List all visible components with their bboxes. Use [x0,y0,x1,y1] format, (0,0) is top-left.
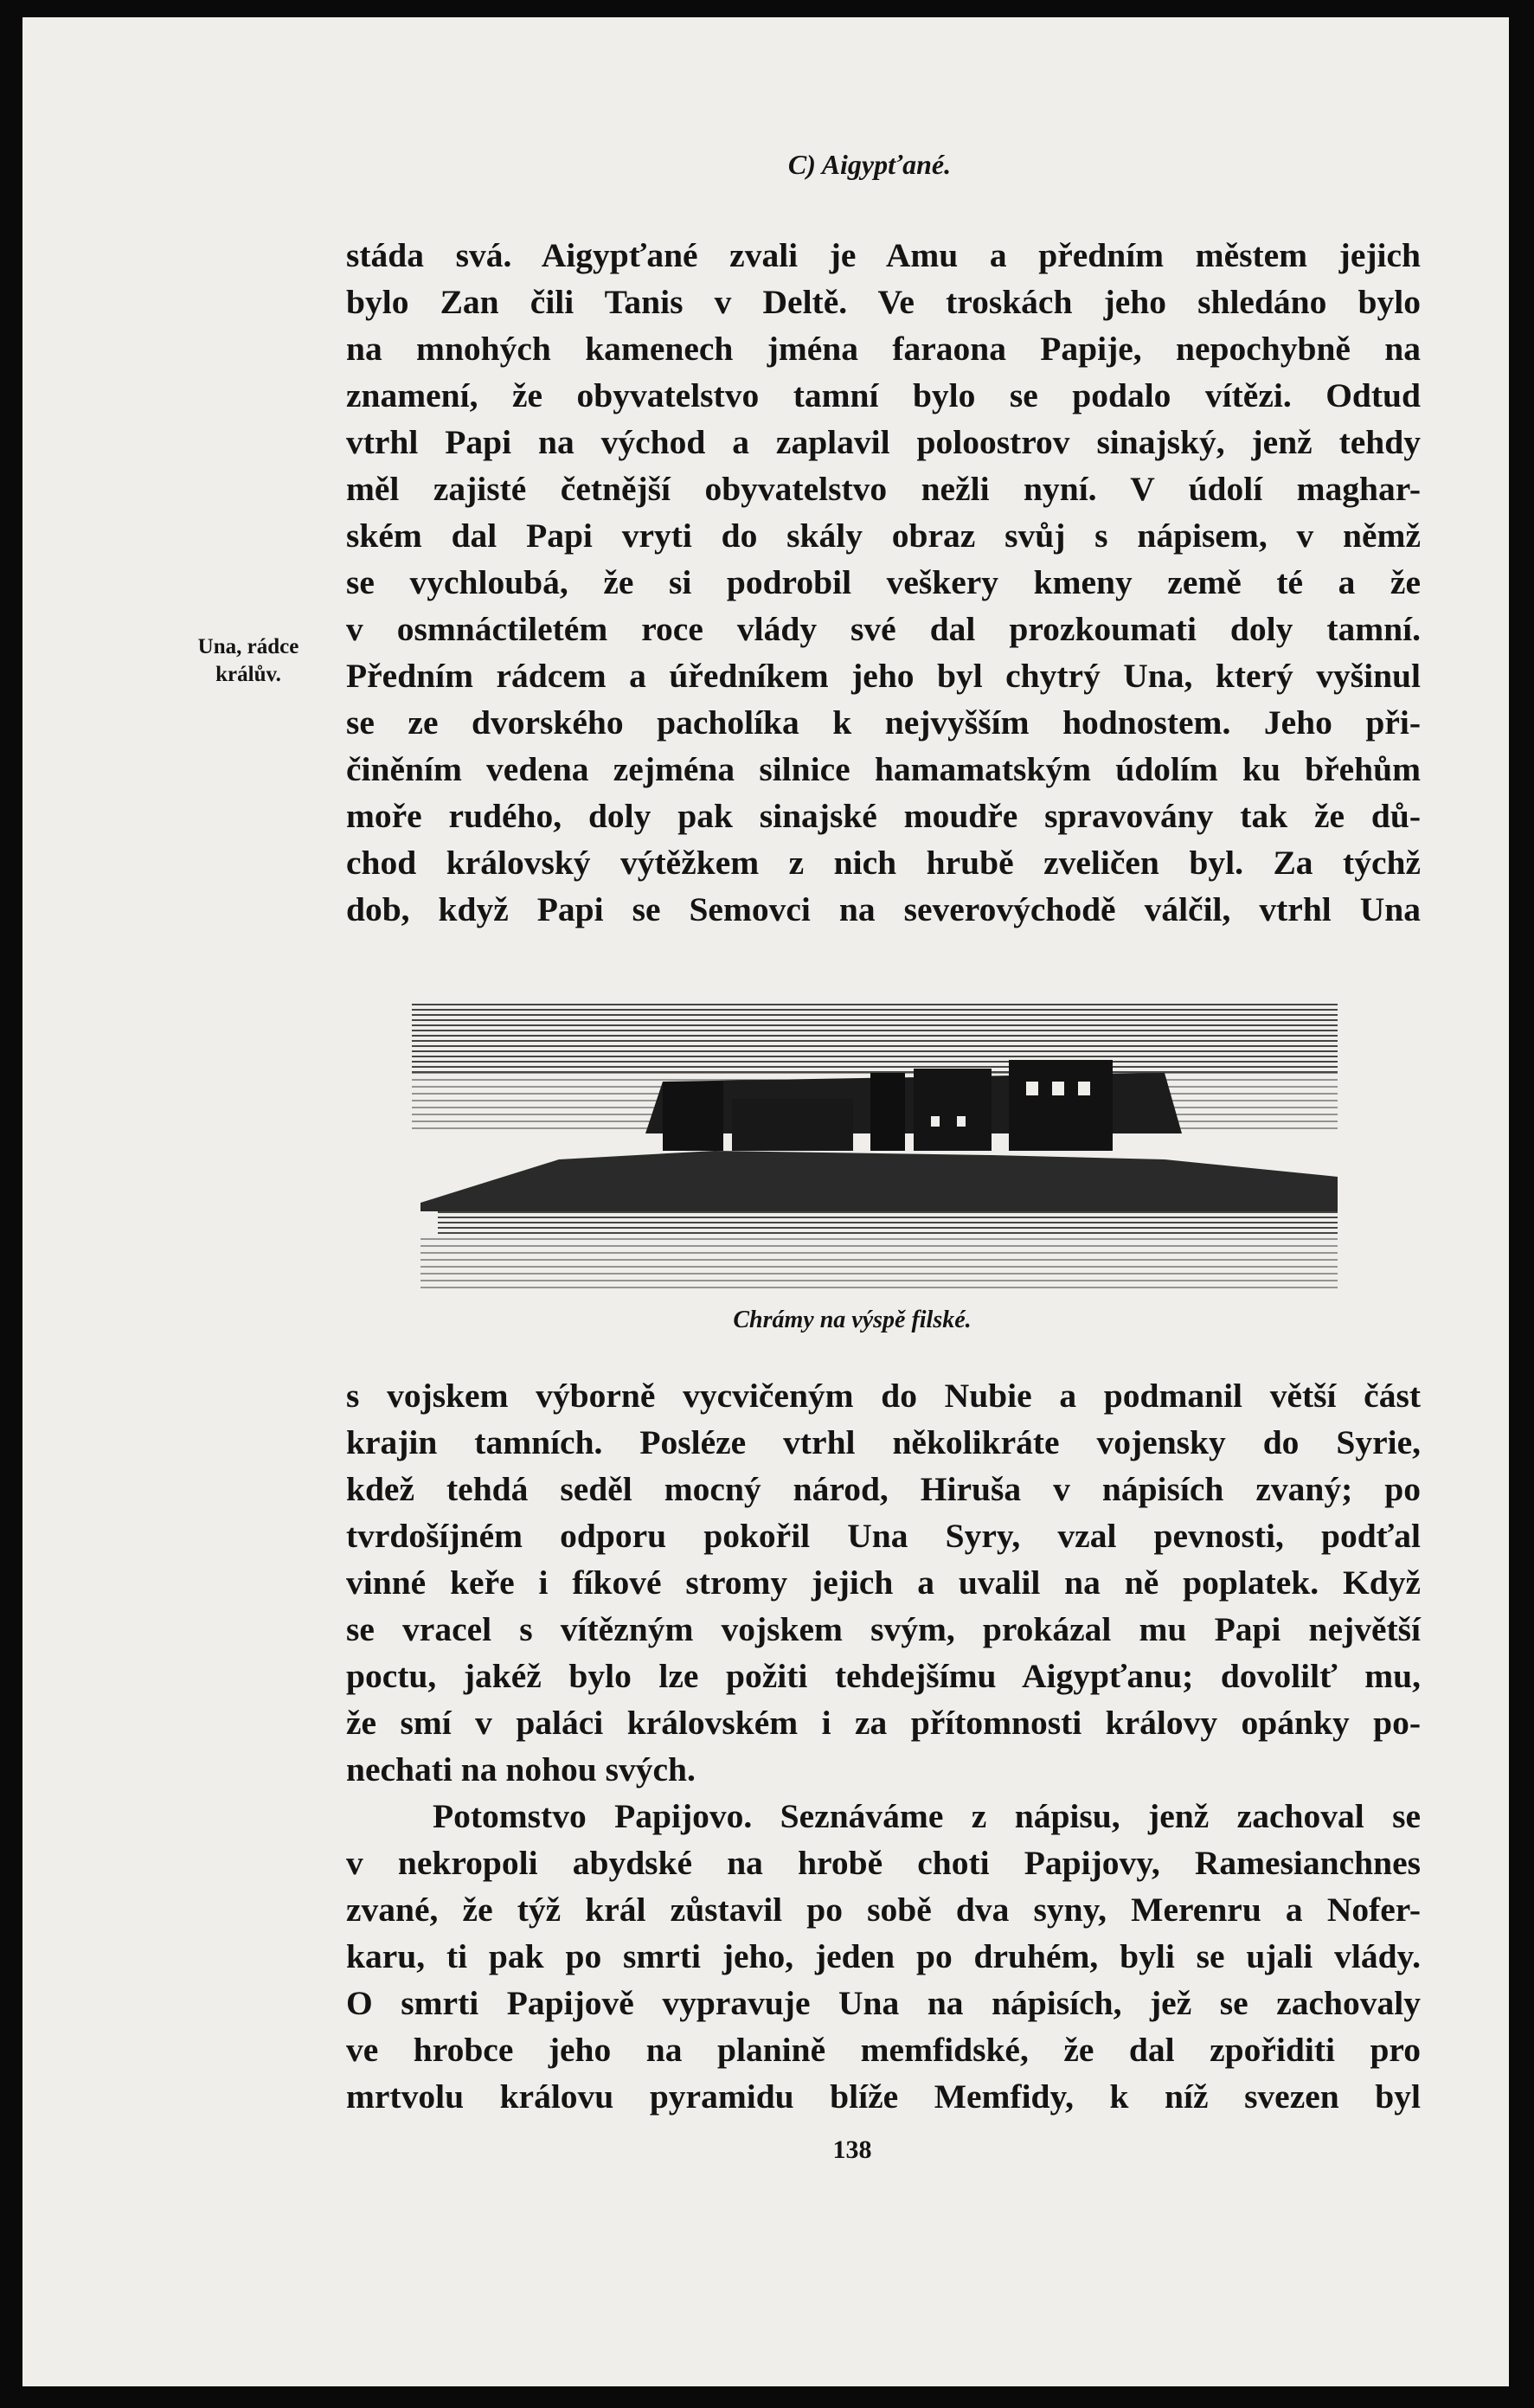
text-line: tvrdošíjném odporu pokořil Una Syry, vzal pevnosti, podťal [346,1517,1421,1555]
text-line: znamení, že obyvatelstvo tamní bylo se podalo vítězi. Odtud [346,376,1421,414]
text-line: se ze dvorského pacholíka k nejvyšším hodnostem. Jeho při- [346,703,1421,742]
text-line: O smrti Papijově vypravuje Una na nápisích, jež se zachovaly [346,1984,1421,2022]
text-line: Potomstvo Papijovo. Seznáváme z nápisu, jenž zachoval se [433,1797,1421,1835]
text-line: nechati na nohou svých. [346,1750,696,1788]
text-line: ve hrobce jeho na planině memfidské, že dal zpořiditi pro [346,2031,1421,2069]
book-page [22,17,1509,2386]
text-line: se vychloubá, že si podrobil veškery kmeny země té a že [346,563,1421,601]
text-line: karu, ti pak po smrti jeho, jeden po druhém, byli se ujali vlády. [346,1937,1421,1975]
text-line: bylo Zan čili Tanis v Deltě. Ve troskách jeho shledáno bylo [346,283,1421,321]
text-line: kdež tehdá seděl mocný národ, Hiruša v nápisích zvaný; po [346,1470,1421,1508]
text-line: činěním vedena zejména silnice hamamatským údolím ku břehům [346,750,1421,788]
text-line: měl zajisté četnější obyvatelstvo nežli nyní. V údolí maghar- [346,470,1421,508]
text-line: dob, když Papi se Semovci na severovýchodě válčil, vtrhl Una [346,890,1421,928]
text-line: poctu, jakéž bylo lze požiti tehdejšímu Aigypťanu; dovolilť mu, [346,1657,1421,1695]
text-line: mrtvolu královu pyramidu blíže Memfidy, k níž svezen byl [346,2077,1421,2116]
engraving-temple-illustration [386,986,1364,1298]
margin-note-line: králův. [215,663,281,686]
margin-note [175,633,322,689]
text-line: zvané, že týž král zůstavil po sobě dva syny, Merenru a Nofer- [346,1891,1421,1929]
text-line: v osmnáctiletém roce vlády své dal prozkoumati doly tamní. [346,610,1421,648]
text-line: vtrhl Papi na východ a zaplavil poloostrov sinajský, jenž tehdy [346,423,1421,461]
text-line: moře rudého, doly pak sinajské moudře spravovány tak že dů- [346,797,1421,835]
text-line: chod královský výtěžkem z nich hrubě zveličen byl. Za týchž [346,844,1421,882]
running-header: C) Aigypťané. [787,149,952,180]
figure-caption: Chrámy na výspě filské. [733,1307,972,1333]
text-line: s vojskem výborně vycvičeným do Nubie a podmanil větší část [346,1377,1421,1415]
text-line: Předním rádcem a úředníkem jeho byl chytrý Una, který vyšinul [346,657,1421,695]
text-line: krajin tamních. Posléze vtrhl několikráte vojensky do Syrie, [346,1423,1421,1461]
text-line: vinné keře i fíkové stromy jejich a uvalil na ně poplatek. Když [346,1564,1421,1602]
text-line: že smí v paláci královském i za přítomnosti královy opánky po- [346,1704,1421,1742]
body-text-top [346,232,1421,933]
body-text-bottom [346,1372,1421,2120]
text-line: se vracel s vítězným vojskem svým, prokázal mu Papi největší [346,1610,1421,1648]
text-line: v nekropoli abydské na hrobě choti Papijovy, Ramesianchnes [346,1844,1421,1882]
text-line: ském dal Papi vryti do skály obraz svůj s nápisem, v němž [346,517,1421,555]
text-line: stáda svá. Aigypťané zvali je Amu a předním městem jejich [346,236,1421,274]
text-line: na mnohých kamenech jména faraona Papije, nepochybně na [346,330,1421,368]
page-number: 138 [832,2135,872,2164]
margin-note-line: Una, rádce [197,635,299,658]
